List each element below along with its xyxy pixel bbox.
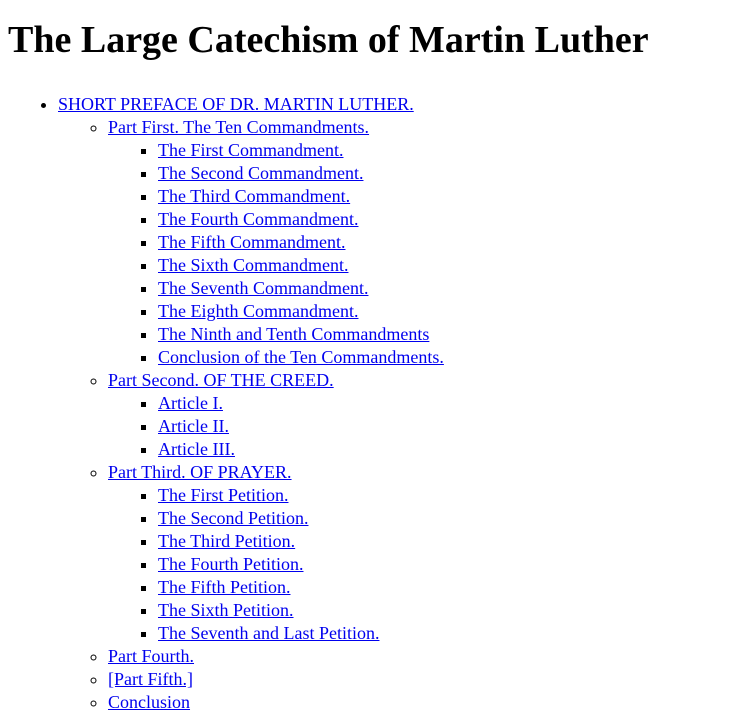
toc-link-fourth-commandment[interactable]: The Fourth Commandment. xyxy=(158,209,359,229)
toc-link-first-commandment[interactable]: The First Commandment. xyxy=(158,140,344,160)
list-item xyxy=(158,254,736,277)
toc-item-preface xyxy=(58,93,736,714)
document-page xyxy=(0,18,744,714)
list-item xyxy=(158,484,736,507)
list-item xyxy=(158,277,736,300)
toc-item-part-fourth xyxy=(108,645,736,668)
list-item xyxy=(158,553,736,576)
toc-item-part-first xyxy=(108,116,736,369)
toc-link-first-petition[interactable]: The First Petition. xyxy=(158,485,289,505)
list-item xyxy=(158,185,736,208)
list-item xyxy=(158,438,736,461)
list-item xyxy=(158,162,736,185)
list-item xyxy=(158,323,736,346)
toc-link-fourth-petition[interactable]: The Fourth Petition. xyxy=(158,554,304,574)
toc-link-sixth-petition[interactable]: The Sixth Petition. xyxy=(158,600,294,620)
toc-link-conclusion[interactable]: Conclusion xyxy=(108,692,191,712)
toc-link-article-2[interactable]: Article II. xyxy=(158,416,229,436)
toc-part-first-sublist xyxy=(108,139,736,369)
toc-parts-list xyxy=(58,116,736,714)
toc-link-part-fifth[interactable]: [Part Fifth.] xyxy=(108,669,193,689)
toc-part-third-sublist xyxy=(108,484,736,645)
toc-link-part-second[interactable]: Part Second. OF THE CREED. xyxy=(108,370,334,390)
list-item xyxy=(158,139,736,162)
toc-link-sixth-commandment[interactable]: The Sixth Commandment. xyxy=(158,255,349,275)
list-item xyxy=(158,346,736,369)
list-item xyxy=(158,599,736,622)
table-of-contents xyxy=(8,93,736,714)
list-item xyxy=(158,507,736,530)
toc-link-part-fourth[interactable]: Part Fourth. xyxy=(108,646,195,666)
toc-link-third-commandment[interactable]: The Third Commandment. xyxy=(158,186,351,206)
toc-link-part-third[interactable]: Part Third. OF PRAYER. xyxy=(108,462,292,482)
toc-link-part-first[interactable]: Part First. The Ten Commandments. xyxy=(108,117,370,137)
toc-link-preface[interactable]: SHORT PREFACE OF DR. MARTIN LUTHER. xyxy=(58,94,414,114)
list-item xyxy=(158,208,736,231)
list-item xyxy=(158,231,736,254)
toc-link-seventh-petition[interactable]: The Seventh and Last Petition. xyxy=(158,623,380,643)
toc-part-second-sublist xyxy=(108,392,736,461)
list-item xyxy=(158,300,736,323)
toc-link-second-petition[interactable]: The Second Petition. xyxy=(158,508,309,528)
toc-item-part-third xyxy=(108,461,736,645)
toc-link-fifth-petition[interactable]: The Fifth Petition. xyxy=(158,577,291,597)
toc-link-seventh-commandment[interactable]: The Seventh Commandment. xyxy=(158,278,369,298)
toc-item-part-fifth xyxy=(108,668,736,691)
toc-link-fifth-commandment[interactable]: The Fifth Commandment. xyxy=(158,232,346,252)
list-item xyxy=(158,622,736,645)
toc-item-conclusion xyxy=(108,691,736,714)
list-item xyxy=(158,392,736,415)
toc-link-commandments-conclusion[interactable]: Conclusion of the Ten Commandments. xyxy=(158,347,444,367)
toc-link-article-3[interactable]: Article III. xyxy=(158,439,235,459)
toc-item-part-second xyxy=(108,369,736,461)
toc-link-eighth-commandment[interactable]: The Eighth Commandment. xyxy=(158,301,359,321)
list-item xyxy=(158,415,736,438)
toc-link-ninth-tenth-commandments[interactable]: The Ninth and Tenth Commandments xyxy=(158,324,430,344)
toc-link-second-commandment[interactable]: The Second Commandment. xyxy=(158,163,364,183)
toc-link-third-petition[interactable]: The Third Petition. xyxy=(158,531,296,551)
list-item xyxy=(158,530,736,553)
list-item xyxy=(158,576,736,599)
toc-link-article-1[interactable]: Article I. xyxy=(158,393,223,413)
page-title: The Large Catechism of Martin Luther xyxy=(8,19,649,61)
